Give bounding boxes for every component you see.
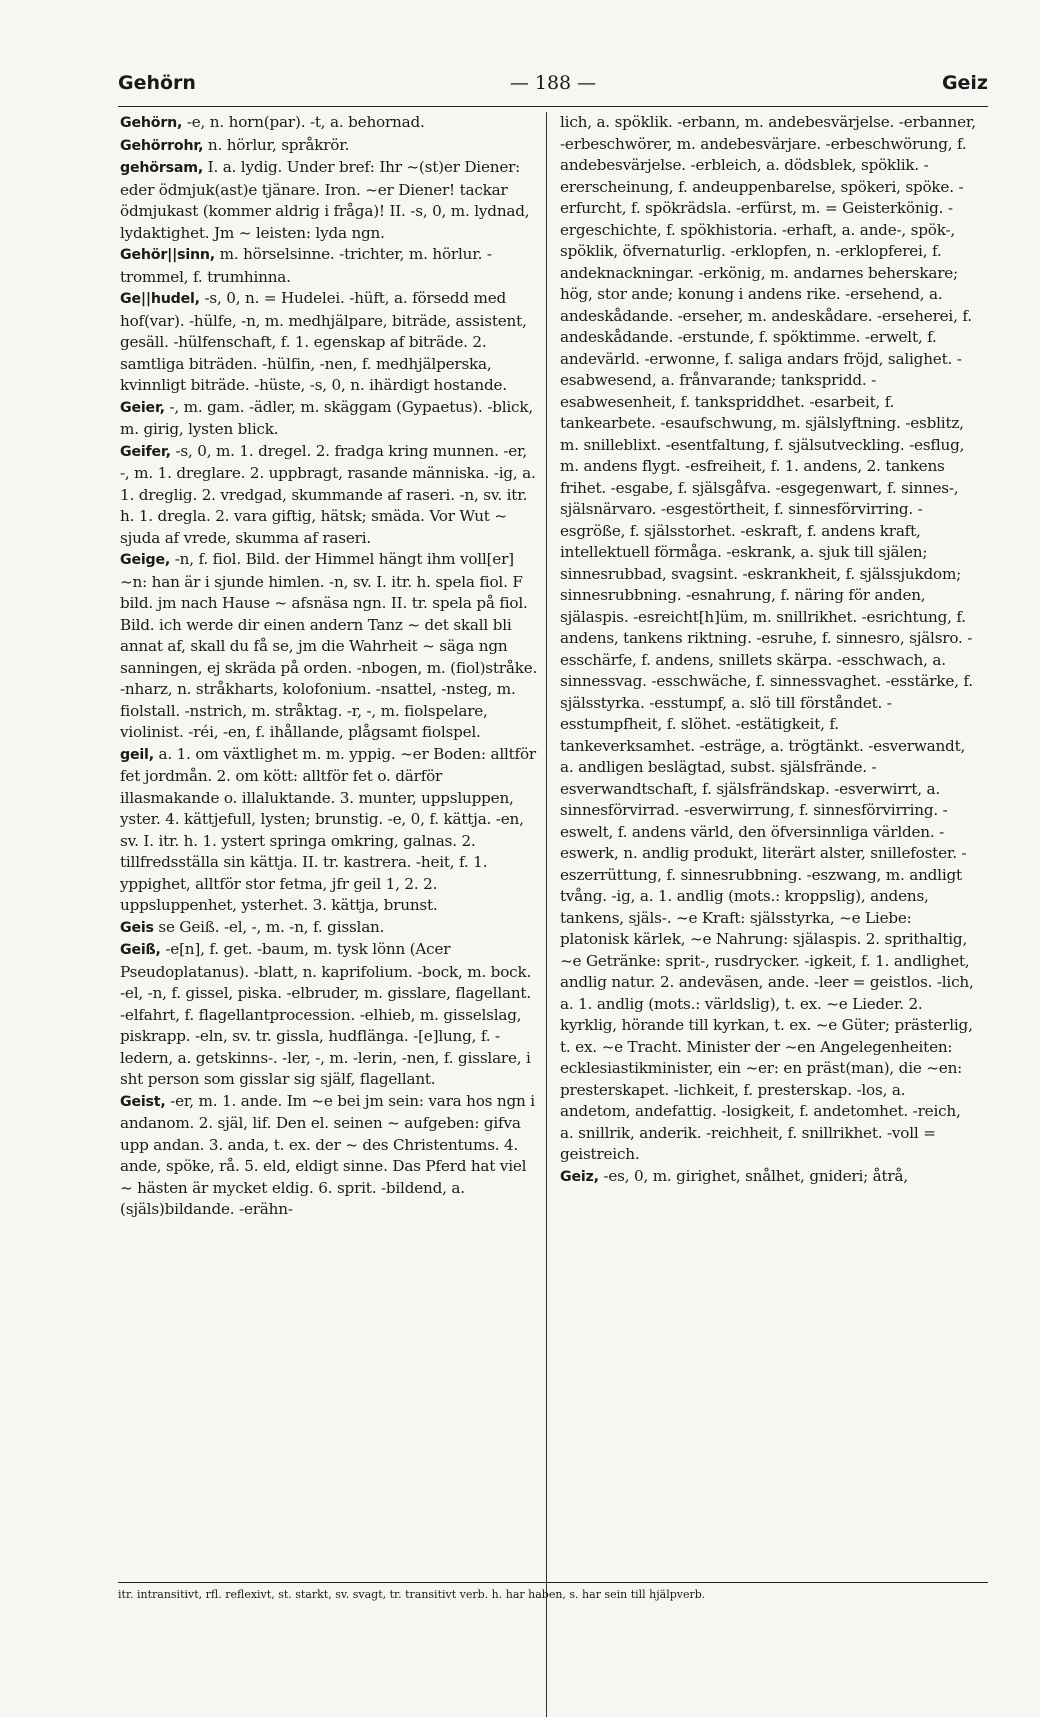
- entry-headword: Geier,: [120, 399, 165, 416]
- right-column: [560, 112, 978, 1188]
- entry-headword: Gehör||sinn,: [120, 247, 215, 263]
- entry-definition: -er, m. 1. ande. Im ~e bei jm sein: vara hos ngn i andanom. 2. själ, lif. Den el. seinen ~ aufgeben: gifva upp andan. 3. anda, t. ex. der ~ des Christentums. 4. ande, spöke, rå. 5. eld, eldigt sinne. Das Pferd hat viel ~ hästen är mycket eldig. 6. sprit. -bildend, a. (själs)bildande. -erähn-: [120, 1091, 535, 1218]
- entry-definition: -n, f. fiol. Bild. der Himmel hängt ihm voll[er] ~n: han är i sjunde himlen. -n, sv. I. itr. h. spela fiol. F bild. jm nach Hause ~ afsnäsa ngn. II. tr. spela på fiol. Bild. ich werde dir einen andern Tanz ~ det skall bli annat af, skall du få se, jm die Wahrheit ~ säga ngn sanningen, ej skräda på orden. -nbogen, m. (fiol)stråke. -nharz, n. stråkharts, kolofonium. -nsattel, -nsteg, m. fiolstall. -nstrich, m. stråktag. -r, -, m. fiolspelare, violinist. -réi, -en, f. ihållande, plågsamt fiolspel.: [120, 550, 538, 741]
- header-rule: [118, 106, 988, 107]
- entry-headword: Gehörn,: [120, 115, 183, 131]
- dictionary-entry: [120, 244, 538, 288]
- entry-definition: -, m. gam. -ädler, m. skäggam (Gypaetus). -blick, m. girig, lysten blick.: [120, 397, 533, 438]
- abbreviation-legend: itr. intransitivt, rfl. reflexivt, st. starkt, sv. svagt, tr. transitivt verb. h. har haben, s. har sein till hjälpverb.: [118, 1588, 706, 1601]
- dictionary-entry: [560, 1166, 978, 1189]
- dictionary-entry: [120, 939, 538, 1091]
- entry-definition: -s, 0, n. = Hudelei. -hüft, a. försedd med hof(var). -hülfe, -n, m. medhjälpare, biträde, assistent, gesäll. -hülfenschaft, f. 1. egenskap af biträde. 2. samtliga biträden. -hülfin, -nen, f. medhjälperska, kvinnligt biträde. -hüste, -s, 0, n. ihärdigt hostande.: [120, 289, 527, 394]
- footer-rule: [118, 1582, 988, 1583]
- entry-definition: -es, 0, m. girighet, snålhet, gnideri; åtrå,: [598, 1166, 908, 1185]
- header-last-word: Geiz: [941, 72, 988, 94]
- dictionary-entry: [120, 1091, 538, 1221]
- entry-headword: geil,: [120, 746, 154, 763]
- page-number: — 188 —: [509, 72, 597, 94]
- entry-definition: se Geiß. -el, -, m. -n, f. gisslan.: [153, 917, 385, 936]
- entry-headword: Geis: [120, 919, 154, 936]
- dictionary-entry: [120, 549, 538, 744]
- entry-headword: Geige,: [120, 552, 171, 568]
- left-column: [120, 112, 538, 1221]
- entry-definition: -e[n], f. get. -baum, m. tysk lönn (Acer Pseudoplatanus). -blatt, n. kaprifolium. -bock, m. bock. -el, -n, f. gissel, piska. -elbruder, m. gisslare, flagellant. -elfahrt, f. flagellantprocession. -elhieb, m. gisselslag, piskrapp. -eln, sv. tr. gissla, hudflänga. -[e]lung, f. -ledern, a. getskinns-. -ler, -, m. -lerin, -nen, f. gisslare, i sht person som gisslar sig själf, flagellant.: [120, 940, 532, 1088]
- dictionary-entry: [120, 157, 538, 244]
- entry-definition: a. 1. om växtlighet m. m. yppig. ~er Boden: alltför fet jordmån. 2. om kött: alltför fet o. därför illasmakande o. illaluktande. 3. munter, uppsluppen, yster. 4. kättjefull, lysten; brunstig. -e, 0, f. kättja. -en, sv. I. itr. h. 1. ystert springa omkring, galnas. 2. tillfredsställa sin kättja. II. tr. kastrera. -heit, f. 1. yppighet, alltför stor fetma, jfr geil 1, 2. 2. uppsluppenhet, ysterhet. 3. kättja, brunst.: [120, 744, 536, 914]
- header-first-word: Gehörn: [118, 72, 196, 94]
- entry-definition: -s, 0, m. 1. dregel. 2. fradga kring munnen. -er, -, m. 1. dreglare. 2. uppbragt, rasande människa. -ig, a. 1. dreglig. 2. vredgad, skummande af raseri. -n, sv. itr. h. 1. dregla. 2. vara giftig, hätsk; smäda. Vor Wut ~ sjuda af vrede, skumma af raseri.: [120, 441, 536, 547]
- dictionary-entry: [120, 917, 538, 940]
- entry-headword: Geiz,: [560, 1168, 599, 1185]
- dictionary-entry: [120, 135, 538, 158]
- entry-definition: I. a. lydig. Under bref: Ihr ~(st)er Diener: eder ödmjuk(ast)e tjänare. Iron. ~er Diener! tackar ödmjukast (kommer aldrig i fråga)! II. -s, 0, m. lydnad, lydaktighet. Jm ~ leisten: lyda ngn.: [120, 158, 530, 242]
- dictionary-entry: [120, 288, 538, 397]
- entry-headword: gehörsam,: [120, 160, 204, 176]
- dictionary-entry: [120, 397, 538, 441]
- dictionary-entry: [560, 112, 978, 1166]
- column-divider: [546, 112, 547, 1717]
- entry-headword: Geifer,: [120, 443, 171, 460]
- page-header: [118, 72, 988, 102]
- entry-definition: lich, a. spöklik. -erbann, m. andebesvärjelse. -erbanner, -erbeschwörer, m. andebesvärjare. -erbeschwörung, f. andebesvärjelse. -erbleich, a. dödsblek, spöklik. -ererscheinung, f. andeuppenbarelse, spökeri, spöke. -erfurcht, f. spökrädsla. -erfürst, m. = Geisterkönig. -ergeschichte, f. spökhistoria. -erhaft, a. ande-, spök-, spöklik, öfvernaturlig. -erklopfen, n. -erklopferei, f. andeknackningar. -erkönig, m. andarnes beherskare; hög, stor ande; konung i andens rike. -ersehend, a. andeskådande. -erseher, m. andeskådare. -erseherei, f. andeskådande. -erstunde, f. spöktimme. -erwelt, f. andevärld. -erwonne, f. saliga andars fröjd, salighet. -esabwesend, a. frånvarande; tankspridd. -esabwesenheit, f. tankspriddhet. -esarbeit, f. tankearbete. -esaufschwung, m. själslyftning. -esblitz, m. snilleblixt. -esentfaltung, f. själsutveckling. -esflug, m. andens flygt. -esfreiheit, f. 1. andens, 2. tankens frihet. -esgabe, f. själsgåfva. -esgegenwart, f. sinnes-, själsnärvaro. -esgestörtheit, f. sinnesförvirring. -esgröße, f. själsstorhet. -eskraft, f. andens kraft, intellektuell förmåga. -eskrank, a. sjuk till själen; sinnesrubbad, svagsint. -eskrankheit, f. själssjukdom; sinnesrubbning. -esnahrung, f. näring för anden, själaspis. -esreicht[h]üm, m. snillrikhet. -esrichtung, f. andens, tankens riktning. -esruhe, f. sinnesro, själsro. -esschärfe, f. andens, snillets skärpa. -esschwach, a. sinnessvag. -esschwäche, f. sinnessvaghet. -esstärke, f. själsstyrka. -esstumpf, a. slö till förståndet. -esstumpfheit, f. slöhet. -estätigkeit, f. tankeverksamhet. -esträge, a. trögtänkt. -esverwandt, a. andligen beslägtad, subst. själsfrände. -esverwandtschaft, f. själsfrändskap. -esverwirrt, a. sinnesförvirrad. -esverwirrung, f. sinnesförvirring. -eswelt, f. andens värld, den öfversinnliga världen. -eswerk, n. andlig produkt, literärt alster, snillefoster. -eszerrüttung, f. sinnesrubbning. -eszwang, m. andligt tvång. -ig, a. 1. andlig (mots.: kroppslig), andens, tankens, själs-. ~e Kraft: själsstyrka, ~e Liebe: platonisk kärlek, ~e Nahrung: själaspis. 2. sprithaltig, ~e Getränke: sprit-, rusdrycker. -igkeit, f. 1. andlighet, andlig natur. 2. andeväsen, ande. -leer = geistlos. -lich, a. 1. andlig (mots.: världslig), t. ex. ~e Lieder. 2. kyrklig, hörande till kyrkan, t. ex. ~e Güter; prästerlig, t. ex. ~e Tracht. Minister der ~en Angelegenheiten: ecklesiastikminister, ein ~er: en präst(man), die ~en: presterskapet. -lichkeit, f. presterskap. -los, a. andetom, andefattig. -losigkeit, f. andetomhet. -reich, a. snillrik, anderik. -reichheit, f. snillrikhet. -voll = geistreich.: [560, 113, 976, 1163]
- dictionary-entry: [120, 112, 538, 135]
- entry-definition: m. hörselsinne. -trichter, m. hörlur. -trommel, f. trumhinna.: [120, 245, 492, 286]
- entry-headword: Gehörrohr,: [120, 137, 204, 154]
- dictionary-entry: [120, 441, 538, 550]
- entry-definition: -e, n. horn(par). -t, a. behornad.: [182, 113, 425, 131]
- entry-headword: Ge||hudel,: [120, 291, 200, 307]
- dictionary-entry: [120, 744, 538, 917]
- entry-headword: Geiß,: [120, 942, 161, 958]
- entry-headword: Geist,: [120, 1093, 166, 1110]
- entry-definition: n. hörlur, språkrör.: [203, 135, 350, 154]
